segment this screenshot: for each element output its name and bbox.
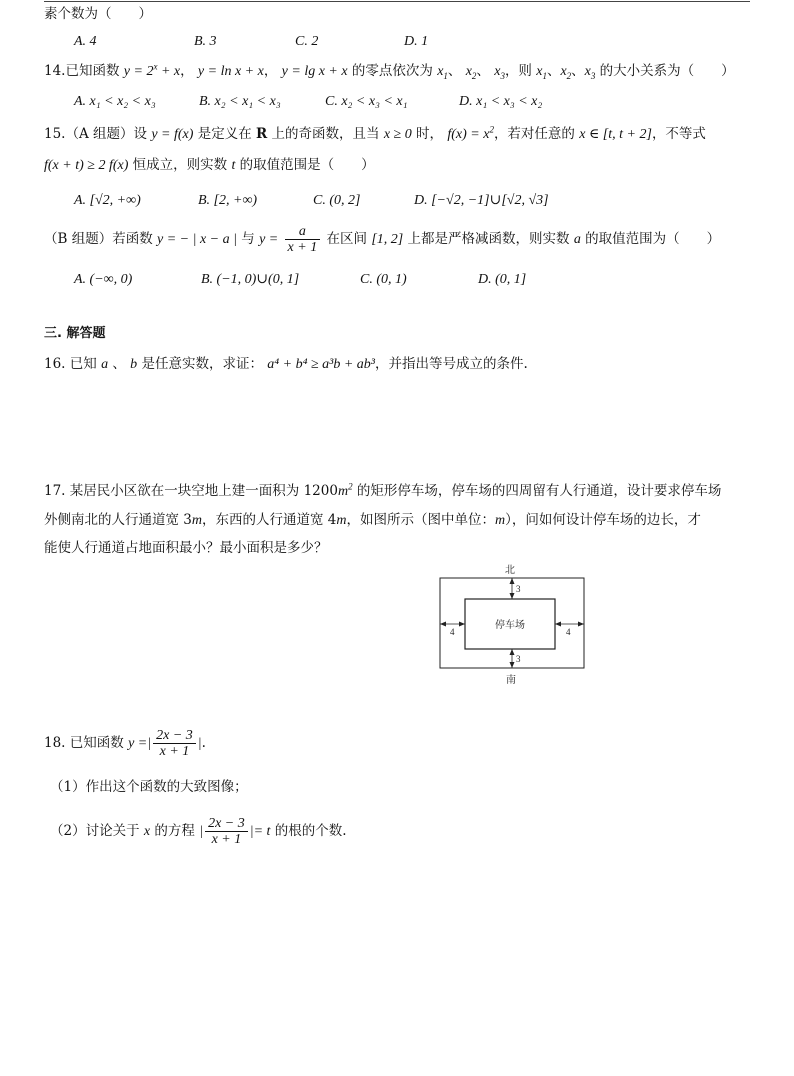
q15a-option-a[interactable]: A. [√2, +∞): [74, 193, 141, 208]
parking-lot-svg: [430, 560, 600, 690]
q14-option-b[interactable]: B. x₂ < x₁ < x₃: [199, 94, 281, 109]
q17-text-line3: 能使人行通道占地面积最小？最小面积是多少？: [44, 540, 328, 556]
south-label: 南: [506, 675, 516, 686]
q17-text-line2: 外侧南北的人行通道宽 3m，东西的人行通道宽 4m，如图所示（图中单位：m），问如何设计停车场的边长，才: [44, 512, 701, 528]
q13-option-a[interactable]: A. 4: [74, 34, 97, 49]
north-arrow-down: [510, 593, 515, 599]
q15a-option-c[interactable]: C. (0, 2]: [313, 193, 361, 208]
east-arrow-right: [578, 622, 584, 627]
q14-text: 14.已知函数 $y = 2^x + x$， y = ln x + x， y = lg x + x 的零点依次为 $x_1$、 $x_2$、 $x_3$，则 $x_1$、$x_2$、$x_3$ 的大小关系为（ ）: [44, 61, 735, 81]
q13-option-b[interactable]: B. 3: [194, 34, 217, 49]
q15b-fraction: $\frac{a}{x + 1}$: [285, 224, 321, 255]
q17-text-line1: 17. 某居民小区欲在一块空地上建一面积为 $1200m^2$ 的矩形停车场，停车场的四周留有人行通道，设计要求停车场: [44, 481, 722, 499]
east-arrow-left: [555, 622, 561, 627]
north-width-label: 3: [516, 584, 521, 594]
west-arrow-right: [459, 622, 465, 627]
q18-part2: （2）讨论关于 x 的方程 | $\frac{2x - 3}{x + 1}$ |= t 的根的个数.: [50, 816, 347, 847]
parking-lot-diagram: [430, 560, 600, 690]
q15a-option-b[interactable]: B. [2, +∞): [198, 193, 258, 208]
q18-text: 18. 已知函数 y =| $\frac{2x - 3}{x + 1}$ |.: [44, 728, 206, 759]
q15b-option-b[interactable]: B. (−1, 0)∪(0, 1]: [201, 272, 300, 287]
west-width-label: 4: [450, 627, 455, 637]
west-arrow-left: [440, 622, 446, 627]
q15b-option-c[interactable]: C. (0, 1): [360, 272, 407, 287]
q13-option-c[interactable]: C. 2: [295, 34, 319, 49]
north-label: 北: [505, 565, 515, 576]
q13-option-d[interactable]: D. 1: [404, 34, 429, 49]
east-width-label: 4: [566, 627, 571, 637]
q15a-text-line1: 15.（A 组题）设 y = f(x) 是定义在 R 上的奇函数，且当 x ≥ 0 时， $f(x) = x^2$，若对任意的 x ∈ [t, t + 2]，不等式: [44, 124, 706, 142]
south-arrow-up: [510, 649, 515, 655]
south-width-label: 3: [516, 654, 521, 664]
q15a-option-d[interactable]: D. [−√2, −1]∪[√2, √3]: [414, 193, 549, 208]
q18-part2-fraction: $\frac{2x - 3}{x + 1}$: [205, 816, 248, 847]
section-heading-answers: 三. 解答题: [44, 326, 106, 341]
q15b-option-d[interactable]: D. (0, 1]: [478, 272, 527, 287]
q14-option-d[interactable]: D. x₁ < x₃ < x₂: [459, 94, 543, 109]
south-arrow-down: [510, 662, 515, 668]
north-arrow-up: [510, 578, 515, 584]
header-rule: [44, 1, 750, 2]
q18-fraction: $\frac{2x - 3}{x + 1}$: [153, 728, 196, 759]
parking-lot-label: 停车场: [495, 620, 525, 631]
q18-part1: （1）作出这个函数的大致图像；: [50, 779, 248, 795]
q16-text: 16. 已知 a 、 b 是任意实数，求证： a⁴ + b⁴ ≥ a³b + ab³，并指出等号成立的条件.: [44, 356, 528, 372]
q14-option-c[interactable]: C. x₂ < x₃ < x₁: [325, 94, 408, 109]
q13-text: 素个数为（ ）: [44, 6, 152, 22]
q15b-option-a[interactable]: A. (−∞, 0): [74, 272, 133, 287]
q15a-text-line2: f(x + t) ≥ 2 f(x) 恒成立，则实数 t 的取值范围是（ ）: [44, 157, 375, 173]
q15b-text: （B 组题）若函数 y = − | x − a | 与 y = $\frac{a}{x + 1}$ 在区间 [1, 2] 上都是严格减函数，则实数 a 的取值范围为（ ）: [44, 224, 721, 255]
q14-option-a[interactable]: A. x₁ < x₂ < x₃: [74, 94, 156, 109]
